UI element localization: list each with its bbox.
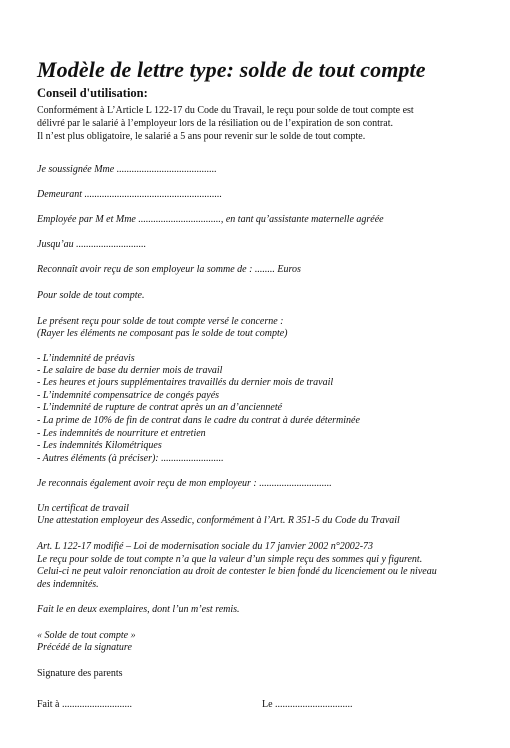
conseil-line: délivré par le salarié à l’employeur lors de la résiliation ou de l’expiration de son contrat.	[37, 118, 393, 129]
fait-double-text: Fait le en deux exemplaires, dont l’un m’est remis.	[37, 604, 240, 615]
conseil-heading: Conseil d'utilisation:	[37, 86, 148, 100]
page-title: Modèle de lettre type: solde de tout compte	[37, 57, 426, 82]
pour-solde-text: Pour solde de tout compte.	[37, 290, 145, 301]
soussignee-field: Je soussignée Mme ........................................	[37, 164, 217, 175]
recu-note: (Rayer les éléments ne composant pas le solde de tout compte)	[37, 328, 288, 339]
reconnais-field: Je reconnais également avoir reçu de mon employeur : .............................	[37, 478, 332, 489]
loi-line: Art. L 122-17 modifié – Loi de modernisation sociale du 17 janvier 2002 n°2002-73	[37, 541, 374, 552]
loi-line: Celui-ci ne peut valoir renonciation au droit de contester le bien fondé du licenciement ou le niveau	[37, 566, 437, 577]
element-item: - L’indemnité compensatrice de congés payés	[37, 390, 220, 401]
attestation-line: Une attestation employeur des Assedic, conformément à l’Art. R 351-5 du Code du Travail	[37, 515, 400, 526]
element-item: - Les indemnités de nourriture et entretien	[37, 428, 206, 439]
employee-field: Employée par M et Mme ................................., en tant qu’assistante maternelle agréée	[37, 214, 384, 225]
element-item: - Les heures et jours supplémentaires travaillés du dernier mois de travail	[37, 377, 334, 388]
element-item: - La prime de 10% de fin de contrat dans le cadre du contrat à durée déterminée	[37, 415, 360, 426]
mention-solde: « Solde de tout compte »	[37, 630, 136, 641]
signature-label: Signature des parents	[37, 668, 123, 679]
element-item: - L’indemnité de rupture de contrat après un an d’ancienneté	[37, 402, 283, 413]
element-item: - Le salaire de base du dernier mois de travail	[37, 365, 223, 376]
loi-line: des indemnités.	[37, 579, 99, 590]
date-field: Le ...............................	[262, 699, 353, 710]
reconnait-field: Reconnaît avoir reçu de son employeur la somme de : ........ Euros	[37, 264, 301, 275]
element-item: - Autres éléments (à préciser): .........................	[37, 453, 224, 464]
demeurant-field: Demeurant .......................................................	[37, 189, 222, 200]
certificat-line: Un certificat de travail	[37, 503, 129, 514]
conseil-line: Conformément à L’Article L 122-17 du Code du Travail, le reçu pour solde de tout compte est	[37, 105, 414, 116]
recu-intro: Le présent reçu pour solde de tout compte versé le concerne :	[37, 316, 284, 327]
loi-line: Le reçu pour solde de tout compte n’a que la valeur d’un simple reçu des sommes qui y figurent.	[37, 554, 423, 565]
jusquau-field: Jusqu’au ............................	[37, 239, 147, 250]
element-item: - L’indemnité de préavis	[37, 353, 135, 364]
element-item: - Les indemnités Kilométriques	[37, 440, 162, 451]
conseil-line: Il n’est plus obligatoire, le salarié a 5 ans pour revenir sur le solde de tout compte.	[37, 131, 366, 142]
fait-a-field: Fait à ............................	[37, 699, 132, 710]
mention-signature: Précédé de la signature	[37, 642, 132, 653]
